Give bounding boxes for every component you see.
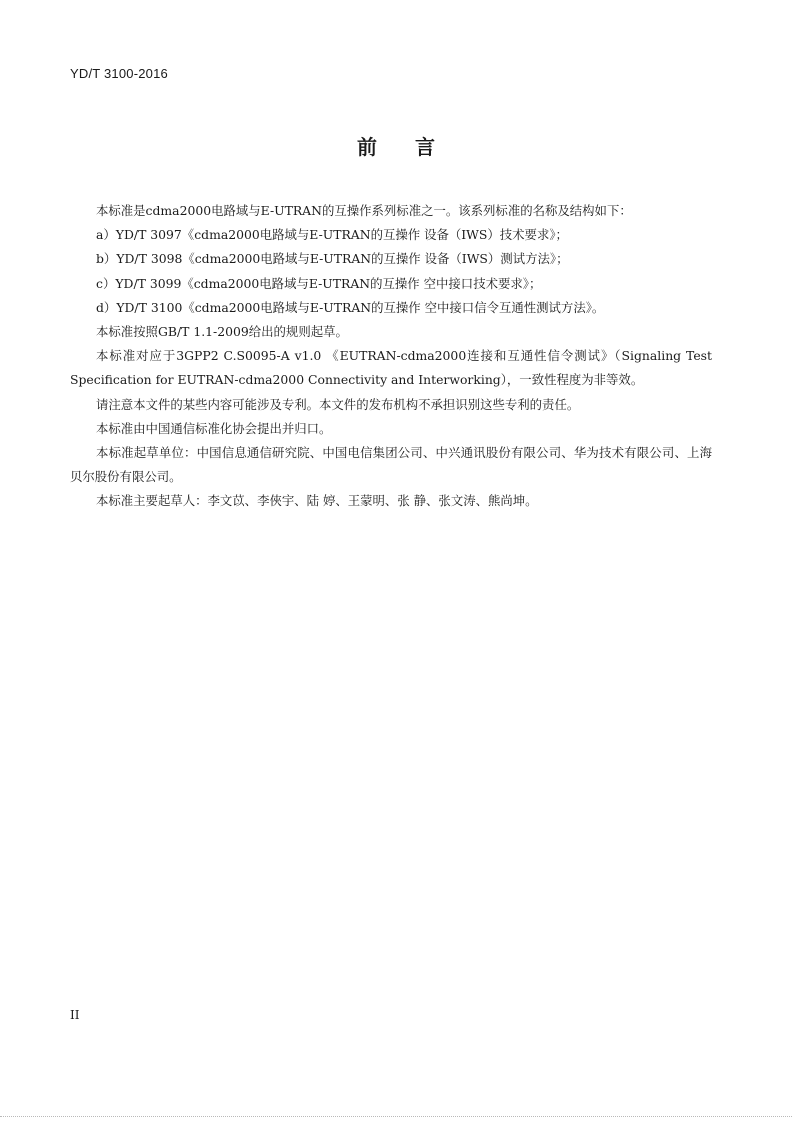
- page-title: 前言: [357, 135, 473, 159]
- patent-notice-paragraph: 请注意本文件的某些内容可能涉及专利。本文件的发布机构不承担识别这些专利的责任。: [96, 396, 580, 412]
- drafting-units-paragraph: 本标准起草单位：中国信息通信研究院、中国电信集团公司、中兴通讯股份有限公司、华为技术有限公司、上海贝尔股份有限公司。: [70, 445, 712, 485]
- page-number: II: [70, 1008, 80, 1022]
- standard-code: YD/T 3100-2016: [70, 66, 168, 81]
- drafting-rule-paragraph: 本标准按照GB/T 1.1-2009给出的规则起草。: [96, 324, 348, 340]
- document-body: [70, 199, 712, 514]
- list-item-d: d）YD/T 3100《cdma2000电路域与E-UTRAN的互操作 空中接口信令互通性测试方法》。: [96, 299, 605, 315]
- correspondence-paragraph: 本标准对应于3GPP2 C.S0095-A v1.0 《EUTRAN-cdma2000连接和互通性信令测试》（Signaling Test Specification for EUTRAN-cdma2000 Connectivity and Interworking），一致性程度为非等效。: [70, 348, 712, 388]
- list-item-c: c）YD/T 3099《cdma2000电路域与E-UTRAN的互操作 空中接口技术要求》；: [96, 275, 542, 291]
- list-item-b: b）YD/T 3098《cdma2000电路域与E-UTRAN的互操作 设备（IWS）测试方法》；: [96, 251, 569, 267]
- drafters-paragraph: 本标准主要起草人：李文苡、李俠宇、陆 婷、王蒙明、张 静、张文涛、熊尚坤。: [96, 493, 538, 509]
- list-item-a: a）YD/T 3097《cdma2000电路域与E-UTRAN的互操作 设备（IWS）技术要求》；: [96, 227, 568, 243]
- intro-paragraph: 本标准是cdma2000电路域与E-UTRAN的互操作系列标准之一。该系列标准的名称及结构如下：: [96, 203, 632, 218]
- footer-divider: [0, 1116, 792, 1117]
- proposer-paragraph: 本标准由中国通信标准化协会提出并归口。: [96, 420, 332, 436]
